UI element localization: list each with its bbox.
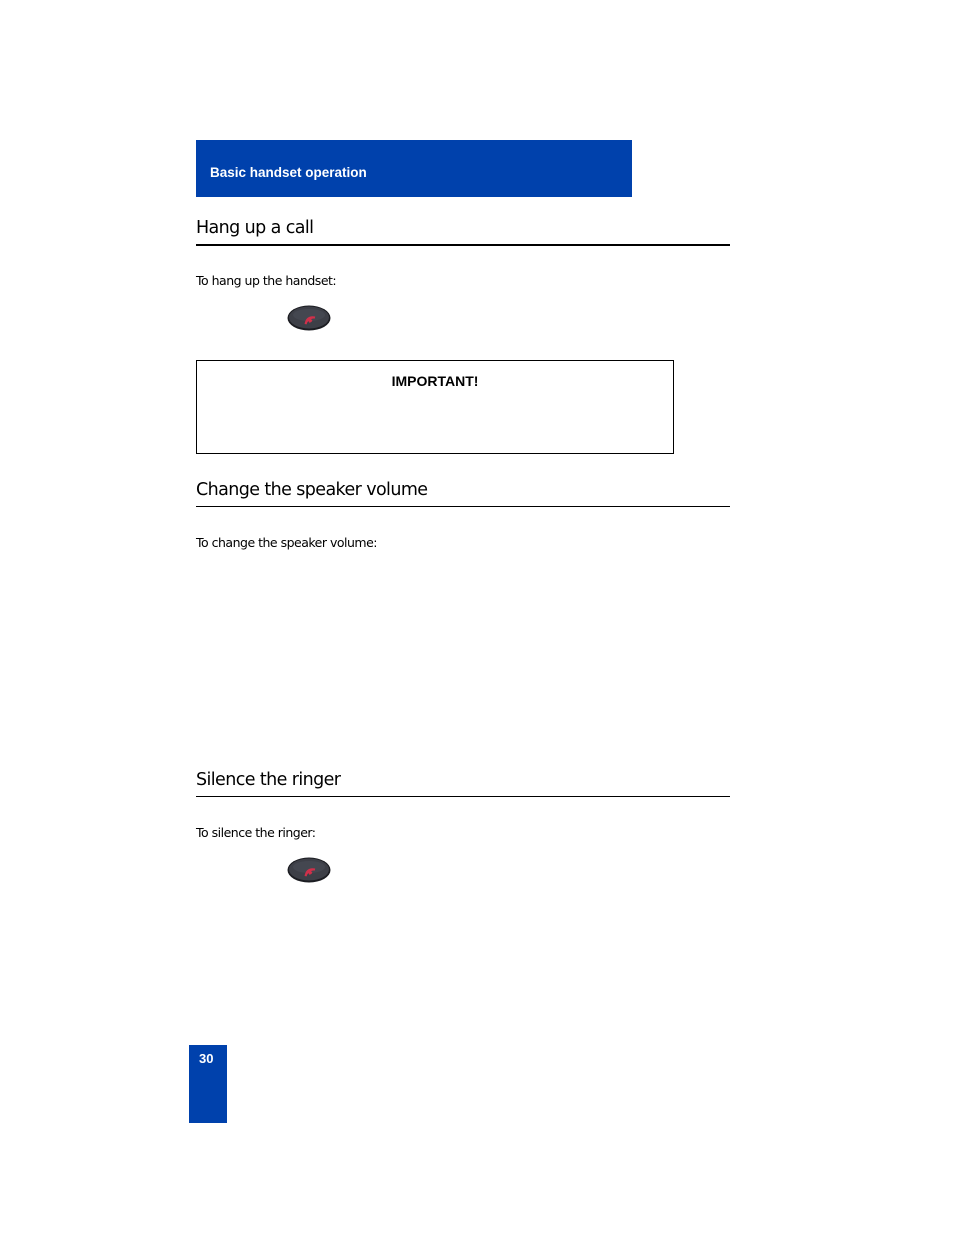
- section-heading-speaker-volume: Change the speaker volume: [196, 480, 428, 500]
- section-heading-hang-up: Hang up a call: [196, 218, 314, 238]
- page-number-tab: [189, 1045, 227, 1123]
- section-divider: [196, 506, 730, 507]
- end-call-key-icon: [287, 305, 331, 331]
- instruction-speaker-volume: To change the speaker volume:: [196, 535, 378, 550]
- section-divider: [196, 796, 730, 797]
- page-number: 30: [199, 1051, 214, 1066]
- section-heading-silence-ringer: Silence the ringer: [196, 770, 341, 790]
- chapter-header-banner: [196, 140, 632, 197]
- important-notice-box: [196, 360, 674, 454]
- end-call-key-icon: [287, 857, 331, 883]
- section-divider: [196, 244, 730, 246]
- important-label: IMPORTANT!: [391, 373, 479, 389]
- chapter-title: Basic handset operation: [210, 165, 367, 180]
- instruction-silence-ringer: To silence the ringer:: [196, 825, 316, 840]
- instruction-hang-up: To hang up the handset:: [196, 273, 337, 288]
